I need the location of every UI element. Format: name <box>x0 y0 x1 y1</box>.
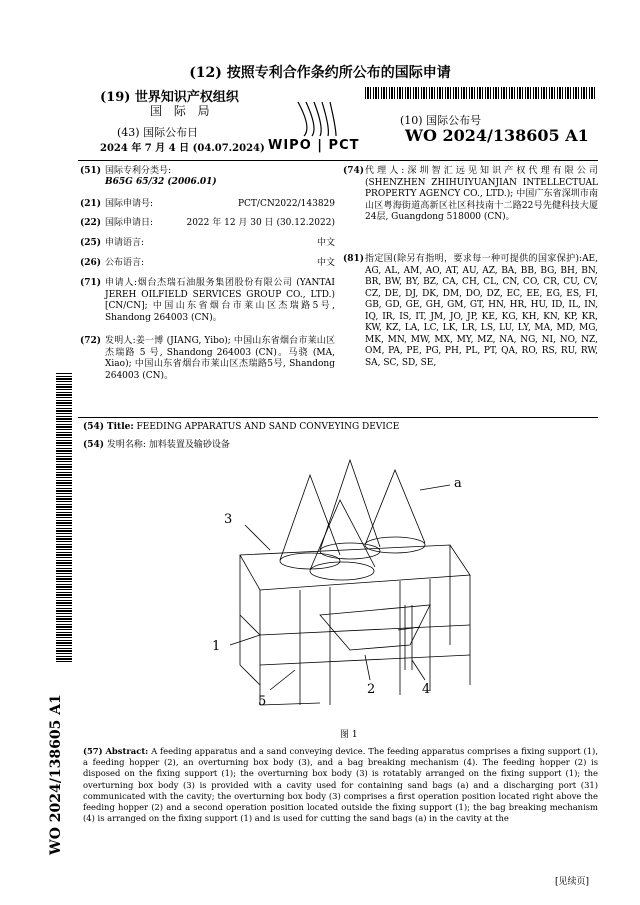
document-title: (12) 按照专利合作条约所公布的国际申请 <box>189 65 451 81</box>
side-pub-number: WO 2024/138605 A1 <box>48 694 64 855</box>
pub-date: 2024 年 7 月 4 日 (04.07.2024) <box>100 143 265 154</box>
header-divider <box>78 160 598 161</box>
label-1: 1 <box>212 639 221 654</box>
label-5: 5 <box>258 694 267 709</box>
field-ipc: (51) 国际专利分类号: B65G 65/32 (2006.01) <box>80 166 217 187</box>
figure-caption: 图 1 <box>340 730 358 740</box>
title-divider <box>78 417 598 418</box>
pub-number: WO 2024/138605 A1 <box>405 126 589 145</box>
label-3: 3 <box>224 512 233 527</box>
label-2: 2 <box>367 682 376 697</box>
pub-date-label: (43) 国际公布日 <box>117 126 199 139</box>
pub-number-label: (10) 国际公布号 <box>400 114 482 127</box>
top-barcode <box>365 87 595 99</box>
org-bureau: 国 际 局 <box>150 104 214 118</box>
continued-note: [见续页] <box>555 877 590 887</box>
org-name: (19) 世界知识产权组织 <box>100 90 239 105</box>
label-4: 4 <box>422 682 431 697</box>
title-en-row: (54) Title: FEEDING APPARATUS AND SAND CONVEYING DEVICE <box>83 422 400 432</box>
abstract: (57) Abstract: A feeding apparatus and a sand conveying device. The feeding apparatus comprises a fixing support (1), a feeding hopper (2), an overturning box body (3), and a bag breaking mechanism (4). The feeding hopper (2) is disposed on the fixing support (1); the overturning box body (3) is rotatably arranged on the fixing support (1); the overturning box body (3) is provided with a cavity used for containing sand bags (a) and a discharging port (31) communicated with the cavity; the overturning box body (3) comprises a first operation position located right above the feeding hopper (2) and a second operation position located outside the fixing support (1); the bag breaking mechanism (4) is arranged on the fixing support (1) and is used for cutting the sand bags (a) in the cavity at the <box>83 746 598 824</box>
title-cn-row: (54) 发明名称: 加料装置及输砂设备 <box>83 440 230 450</box>
patent-drawing <box>200 455 500 715</box>
wipo-pct-label: WIPO | PCT <box>268 138 360 153</box>
label-a: a <box>454 476 462 491</box>
side-barcode <box>56 372 72 662</box>
